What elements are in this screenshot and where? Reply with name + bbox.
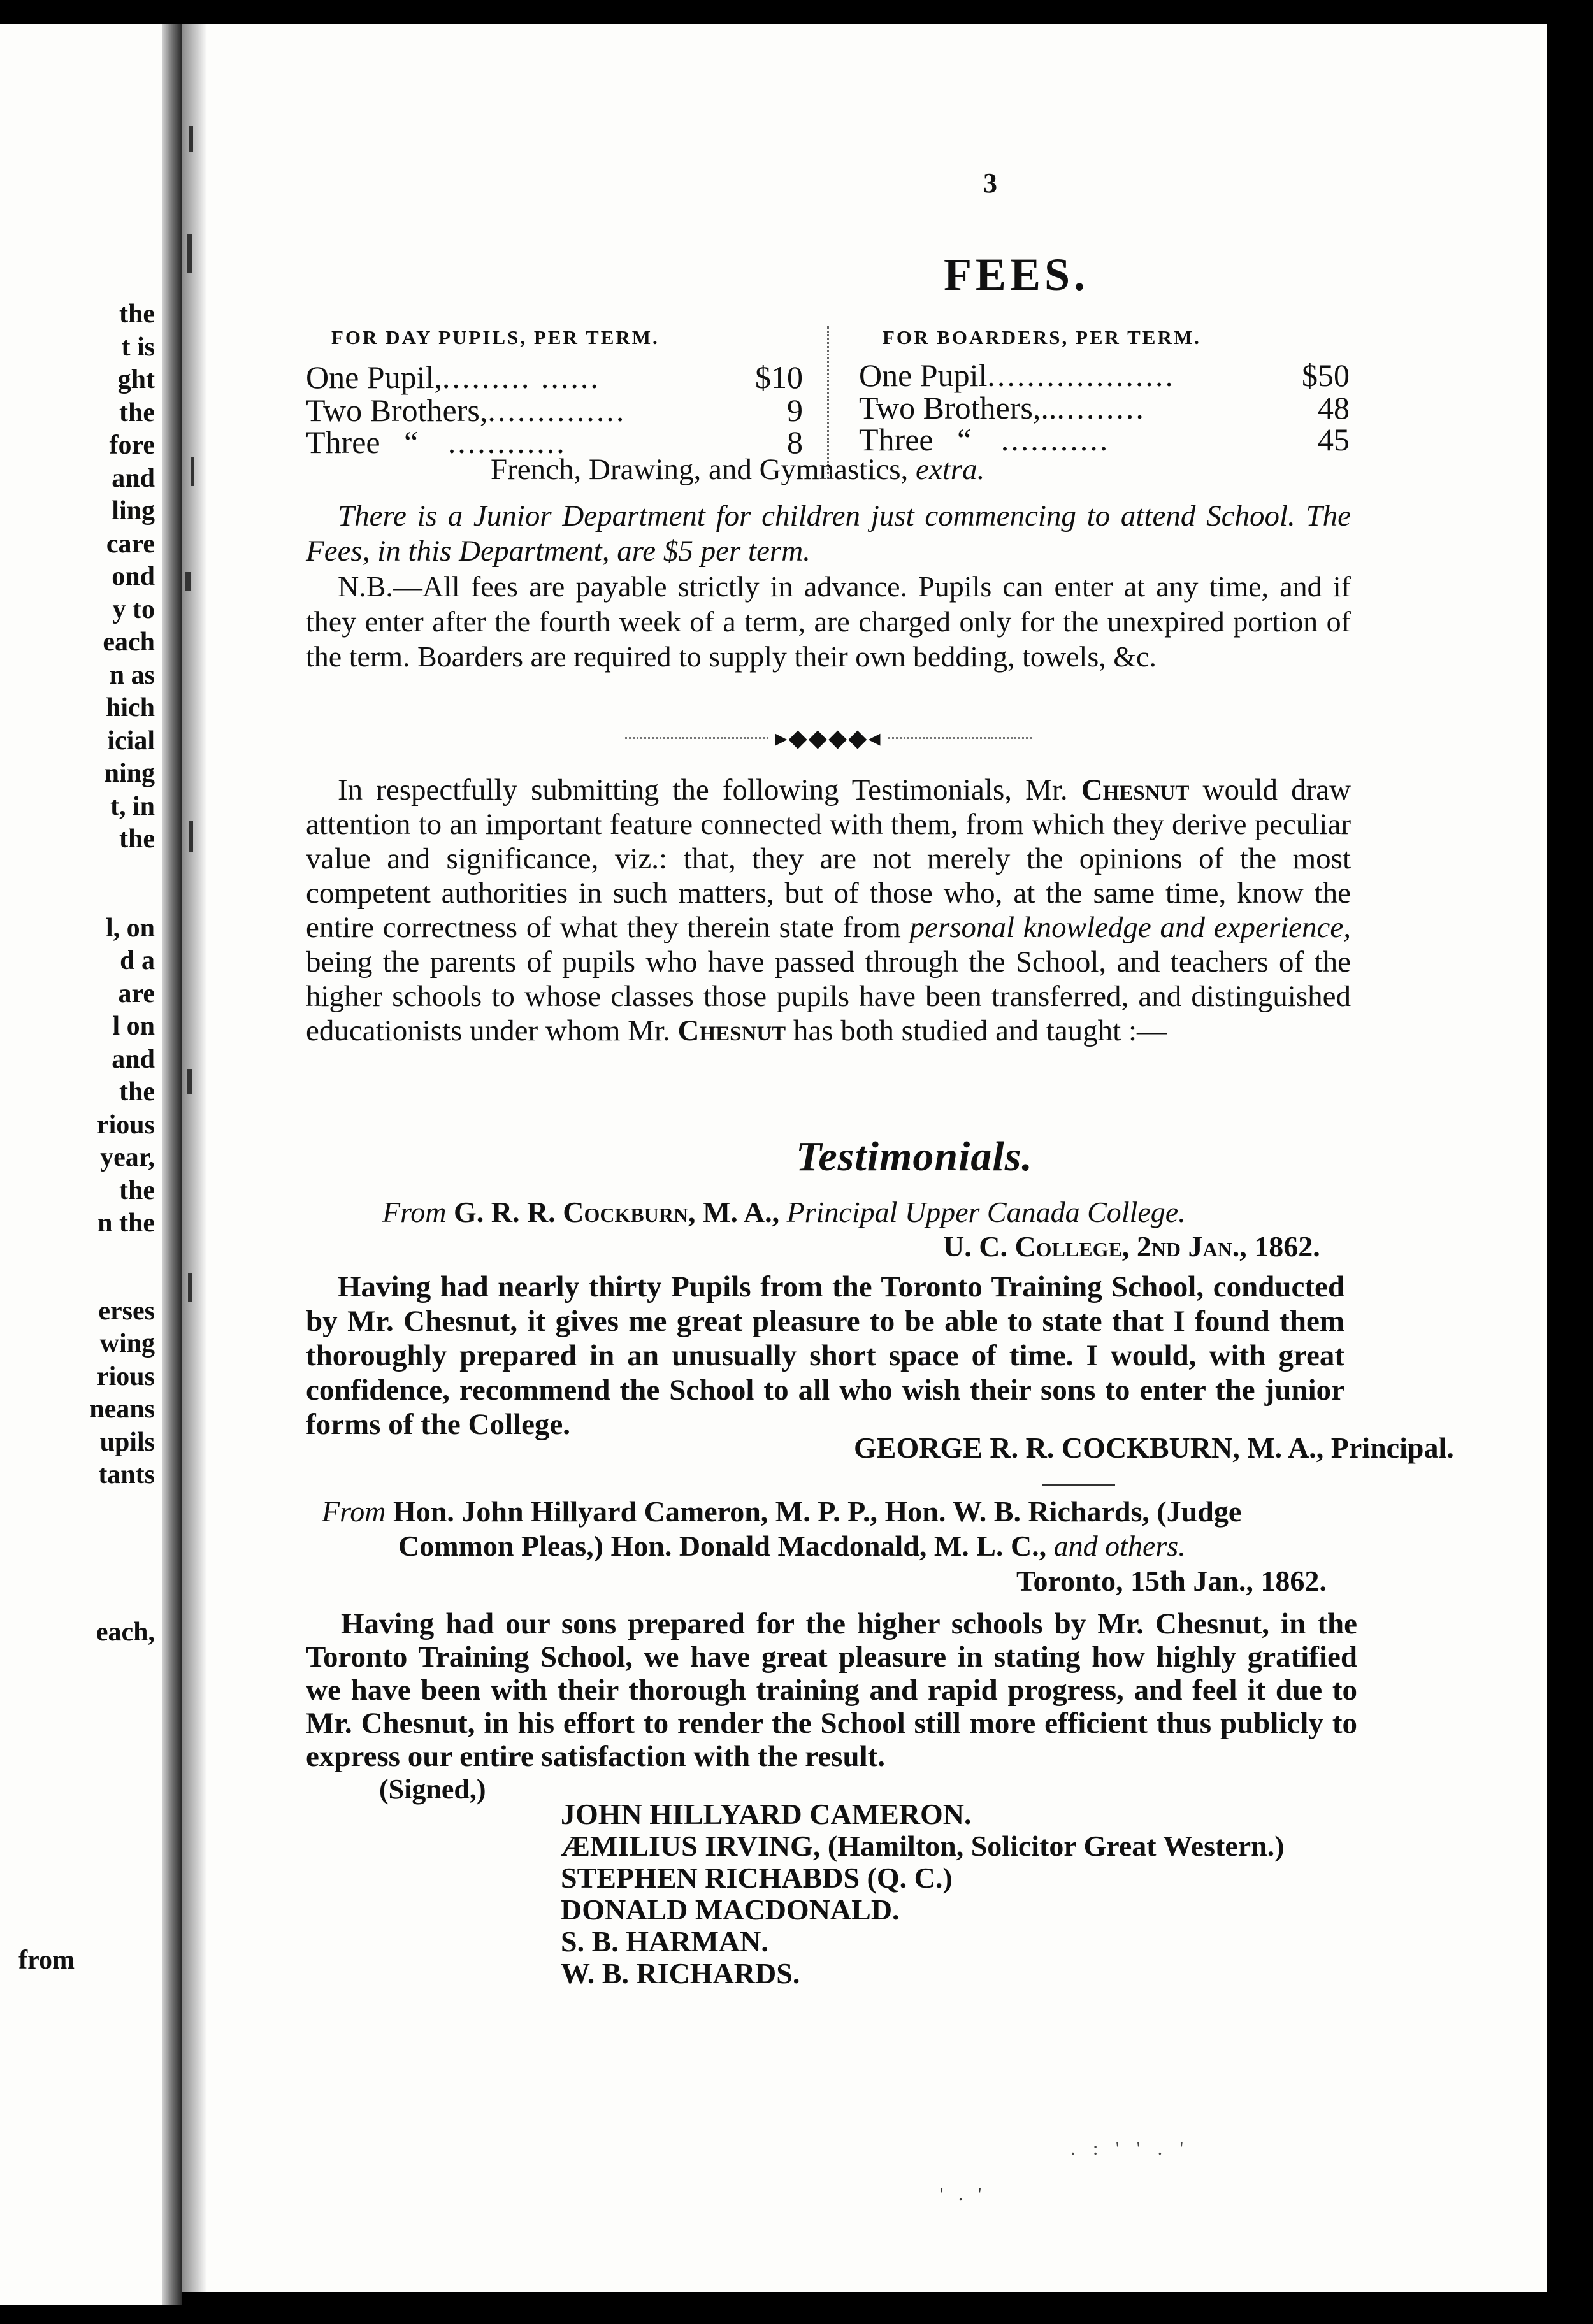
fee-label: Three “ [306,424,419,460]
fee-amount: $50 [1302,357,1350,393]
left-fragment: are [118,979,155,1008]
testimonial-2-body: Having had our sons prepared for the higher schools by Mr. Chesnut, in the Toronto Training School, we have great pleasure in stating how highly gratified we have been with their thorough training and rapid progress, and feel it due to Mr. Chesnut, in his effort to render the School still more efficient thus publicly to express our entire satisfaction with the result. [306,1607,1357,1773]
testimonials-heading: Testimonials. [796,1133,1033,1180]
signer-list [561,1798,1285,1990]
left-fragment: year, [100,1143,155,1172]
fee-leader: ................... [987,357,1175,393]
left-fragment: rious [96,1110,155,1140]
section-ornament: ▸◆◆◆◆◂ [306,724,1351,752]
left-fragment: l, on [105,913,155,943]
left-fragment: each [103,628,155,657]
fee-amount: 9 [787,392,803,428]
left-fragment: each, [96,1617,155,1647]
fee-leader: ......... ...... [442,359,600,395]
left-fragment: hich [105,693,155,722]
document-page [182,24,1547,2292]
left-fragment: upils [99,1427,155,1457]
left-fragment: t, in [110,791,155,821]
fee-amount: 45 [1318,422,1350,457]
fee-label: One Pupil, [306,359,442,395]
left-fragment: ning [104,759,155,788]
intro-emphasis: personal knowledge and experience, [909,911,1351,944]
paper-specks: . : ' ' . ' [1070,2138,1190,2159]
intro-text: In respectfully submitting the following Testimonials, Mr. [338,773,1068,807]
left-fragment: n as [109,660,155,690]
intro-text: has both studied and taught :— [793,1014,1167,1047]
paper-specks: ' . ' [940,2184,987,2205]
left-fragment: d a [120,946,155,975]
from-title: Principal Upper Canada College. [786,1196,1186,1228]
payment-note: N.B.—All fees are payable strictly in advance. Pupils can enter at any time, and if they enter after the fourth week of a term, are charged only for the unexpired portion of the term. Boarders are required to supply their own bedding, towels, &c. [306,570,1351,673]
page-gutter [162,24,182,2305]
left-fragment: rious [96,1361,155,1391]
divider-rule [1042,1484,1115,1486]
from-names: Common Pleas,) Hon. Donald Macdonald, M. L. C., [398,1530,1047,1562]
intro-text: would draw attention to an important feature connected with them, from which they derive peculiar value and significance, viz.: that, they are not merely the opinions of the most competent authorities in such matters, but of those who, at the same time, know the entire correctness of what they therein state from [306,773,1352,944]
fee-amount: $10 [755,359,803,395]
testimonial-2-date: Toronto, 15th Jan., 1862. [1016,1565,1327,1597]
left-fragment: y to [112,594,155,624]
fee-row [859,357,1350,394]
left-fragment: the [119,299,155,329]
extras-text: French, Drawing, and Gymnastics, [491,453,909,486]
fee-amount: 48 [1318,390,1350,426]
signed-label: (Signed,) [379,1774,486,1805]
from-name: G. R. R. Cockburn, M. A., [454,1196,780,1228]
left-fragment: the [119,1175,155,1205]
fees-heading: FEES. [943,249,1090,300]
signer: DONALD MACDONALD. [561,1893,900,1926]
signer: ÆMILIUS IRVING, (Hamilton, Solicitor Great Western.) [561,1830,1285,1862]
fee-leader: ............ [418,424,566,460]
left-fragment: the [119,824,155,854]
fee-label: Three “ [859,422,972,457]
from-names: Hon. John Hillyard Cameron, M. P. P., Hon. W. B. Richards, (Judge [393,1495,1242,1528]
left-page-text [89,298,155,1492]
left-fragment: n the [97,1209,155,1238]
left-fragment: the [119,398,155,427]
extras-line [491,452,984,487]
left-fragment: neans [89,1395,155,1424]
intro-name: Chesnut [677,1014,786,1047]
fee-label: Two Brothers,.. [859,390,1057,426]
fee-label: One Pupil [859,357,988,393]
left-fragment: ling [112,496,155,526]
fee-amount: 8 [787,424,803,460]
intro-paragraph [306,773,1351,1048]
extras-italic: extra. [916,453,985,486]
fee-row [306,359,803,396]
signer: S. B. HARMAN. [561,1925,768,1958]
boarders-heading: FOR BOARDERS, PER TERM. [883,326,1201,348]
fee-leader: .............. [487,392,626,428]
left-fragment: wing [99,1329,155,1358]
left-page-fragment [0,24,162,2305]
testimonial-1-body: Having had nearly thirty Pupils from the Toronto Training School, conducted by Mr. Chesnut, it gives me great pleasure to be able to state that I found them thoroughly prepared in an unusually short space of time. I would, with great confidence, recommend the School to all who wish their sons to enter the junior forms of the College. [306,1270,1344,1441]
left-fragment: care [106,529,155,559]
testimonial-1-from [382,1195,1186,1229]
intro-name: Chesnut [1081,773,1190,807]
intro-text: being the parents of pupils who have passed through the School, and teachers of the higher schools to whose classes those pupils have been transferred, and distinguished educationists under whom Mr. [306,945,1351,1047]
left-fragment: the [119,1077,155,1107]
left-fragment: and [112,1044,155,1074]
left-fragment: erses [98,1296,155,1326]
junior-department-note: There is a Junior Department for children just commencing to attend School. The Fees, in this Department, are $5 per term. [306,499,1351,568]
testimonial-1-date: U. C. College, 2nd Jan., 1862. [943,1230,1320,1263]
left-fragment: ght [117,365,155,394]
left-fragment: l on [112,1012,155,1041]
left-fragment: t is [121,332,155,362]
from-prefix: From [322,1495,386,1528]
left-fragment: fore [109,431,155,460]
left-fragment: and [112,463,155,493]
left-fragment: ond [112,562,155,591]
testimonial-1-signature: GEORGE R. R. COCKBURN, M. A., Principal. [854,1431,1454,1464]
left-fragment: from [18,1946,75,1975]
left-fragment: tants [98,1460,155,1489]
page-number: 3 [983,168,997,199]
signer: JOHN HILLYARD CAMERON. [561,1798,972,1830]
signer: W. B. RICHARDS. [561,1957,800,1990]
fee-leader: ......... [1056,390,1146,426]
from-prefix: From [382,1196,447,1228]
fee-label: Two Brothers, [306,392,488,428]
testimonial-2-from [322,1495,1360,1563]
fee-leader: ........... [971,422,1110,457]
day-pupils-heading: FOR DAY PUPILS, PER TERM. [331,326,660,348]
signer: STEPHEN RICHABDS (Q. C.) [561,1861,953,1894]
from-others: and others. [1053,1530,1186,1562]
left-fragment: icial [107,726,155,756]
